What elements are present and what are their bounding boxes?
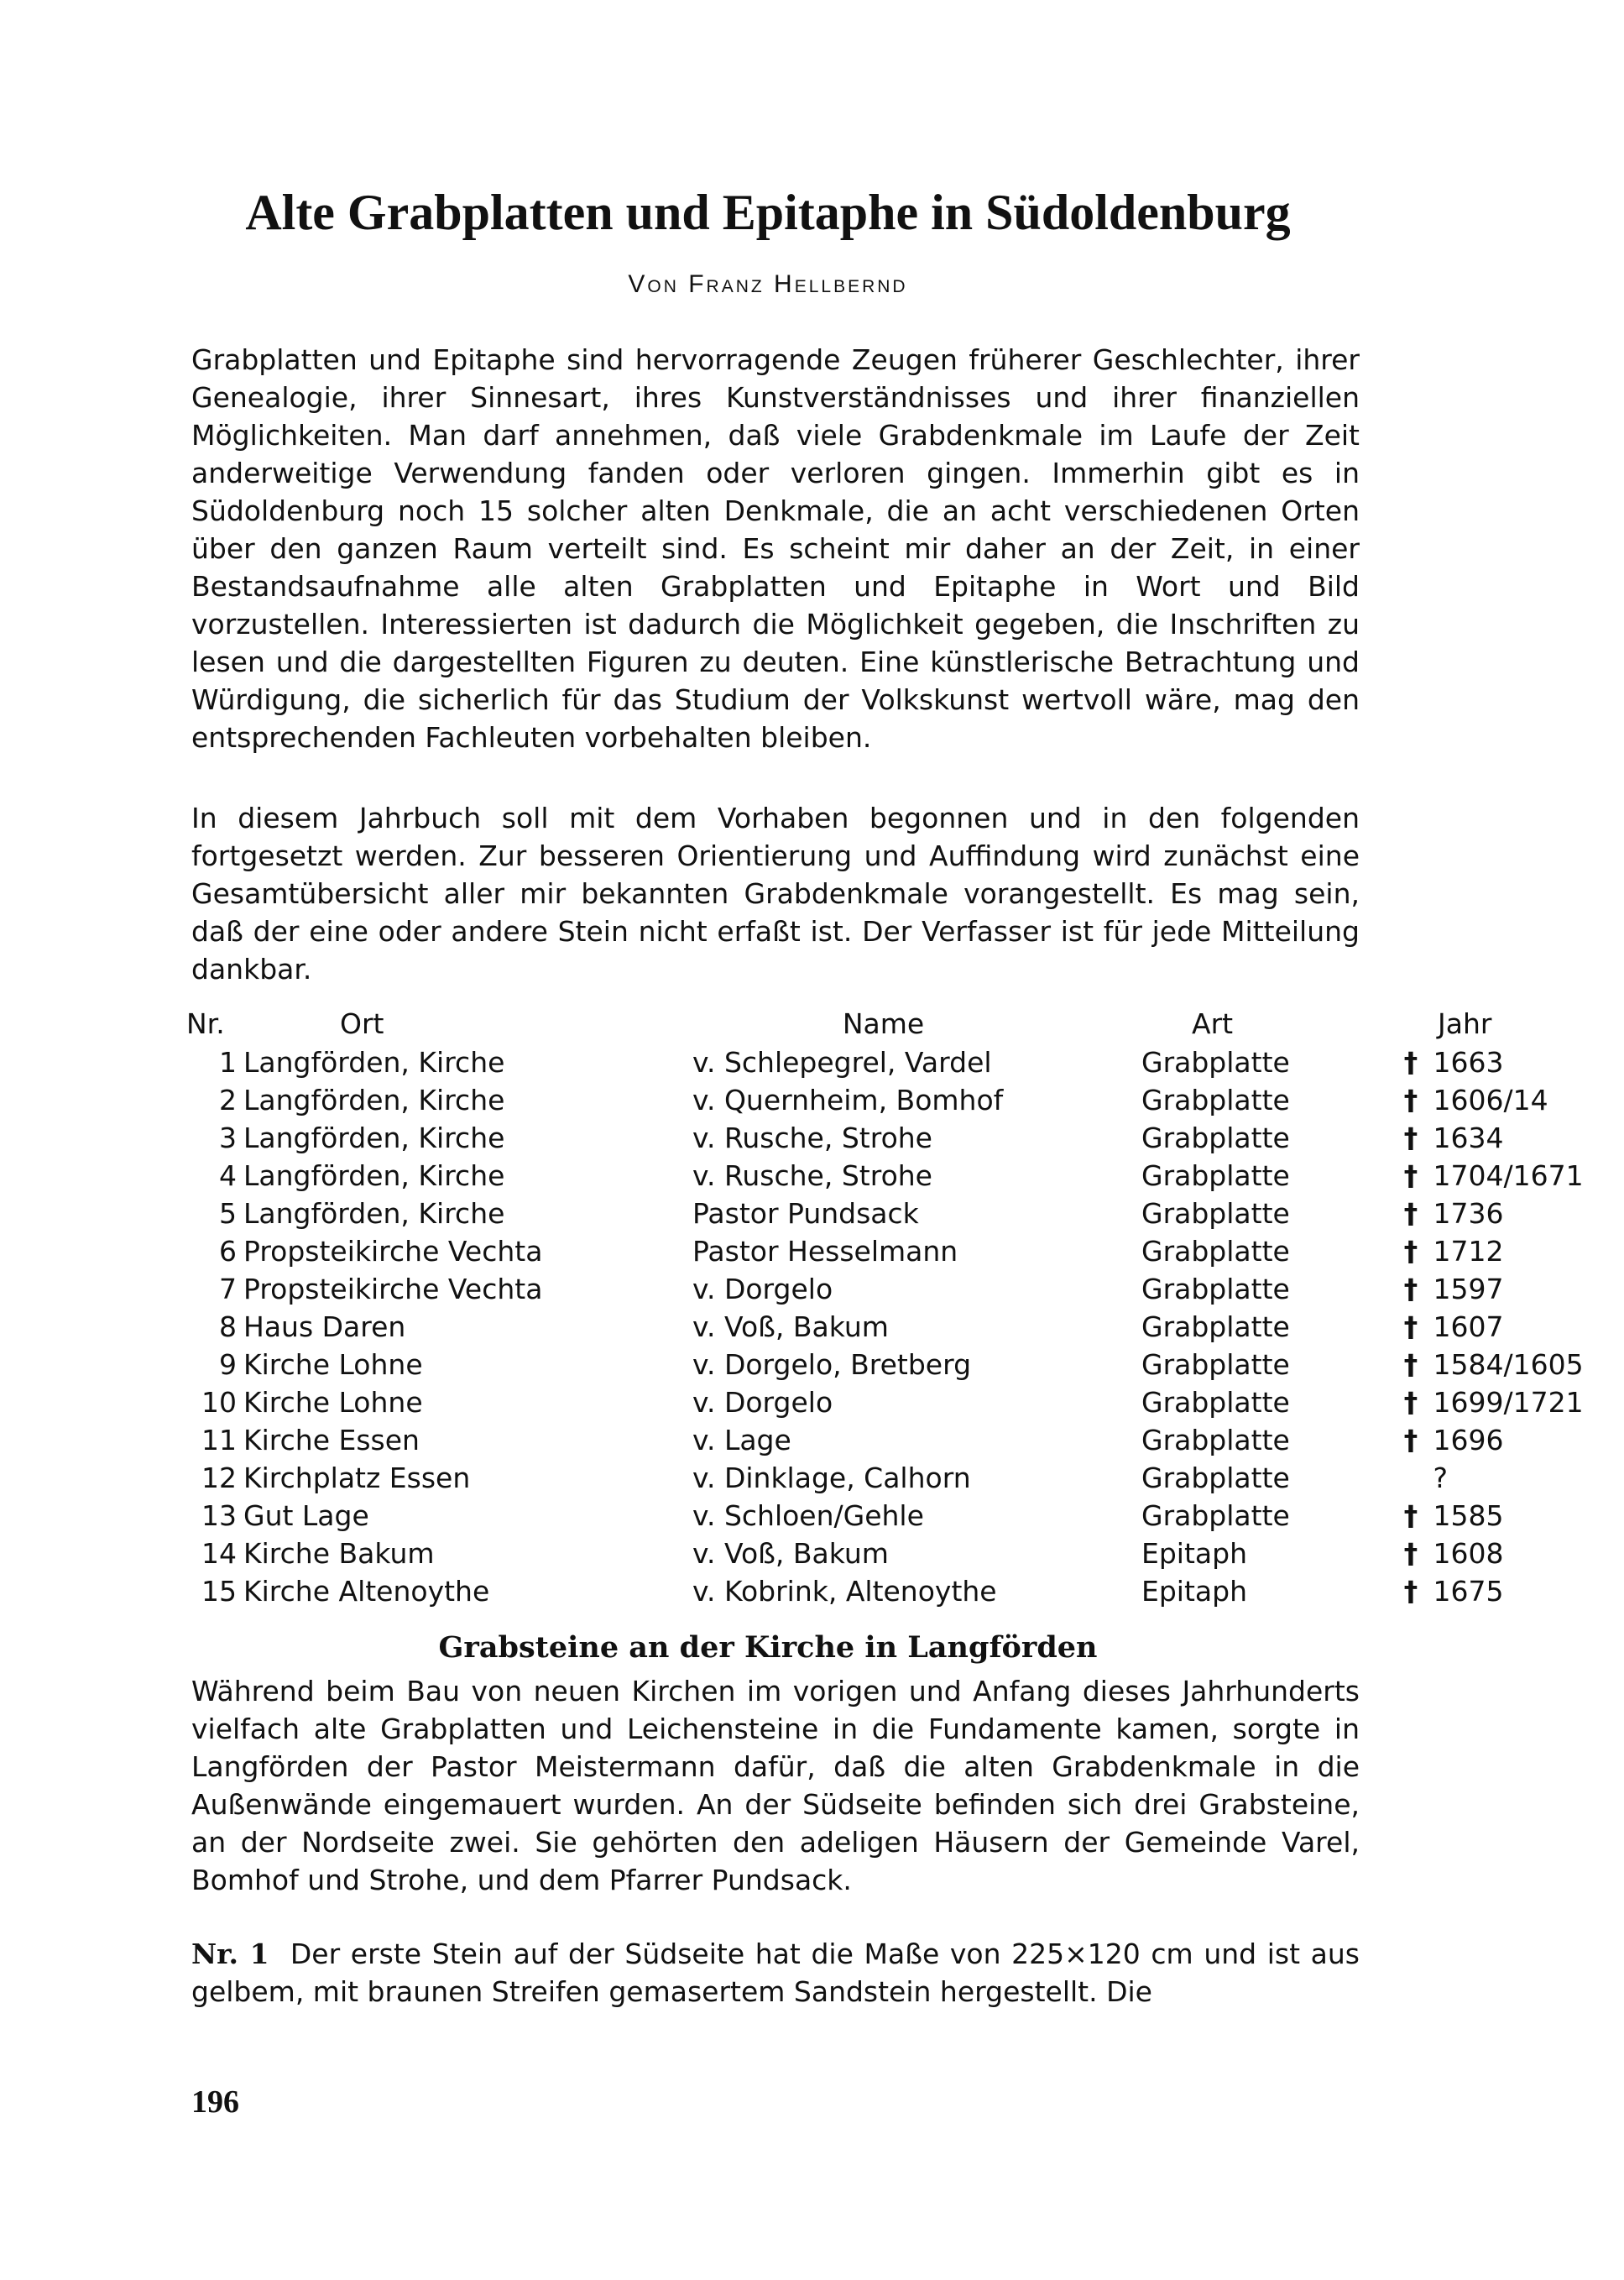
row-art: Grabplatte [1141, 1348, 1290, 1381]
row-ort: Kirchplatz Essen [243, 1462, 471, 1494]
row-year: 1712 [1433, 1235, 1504, 1268]
row-ort: Kirche Lohne [243, 1386, 423, 1419]
row-nr: 13 [201, 1499, 237, 1532]
row-year: ? [1433, 1462, 1449, 1494]
row-name: v. Schloen/Gehle [692, 1499, 924, 1532]
row-art: Grabplatte [1141, 1310, 1290, 1343]
row-nr: 8 [219, 1310, 237, 1343]
row-ort: Langförden, Kirche [243, 1197, 505, 1230]
row-art: Grabplatte [1141, 1424, 1290, 1456]
table-row [186, 1572, 1624, 1610]
row-name: v. Dorgelo, Bretberg [692, 1348, 972, 1381]
row-year: 1606/14 [1433, 1084, 1548, 1116]
death-cross-icon: † [1403, 1310, 1418, 1343]
row-year: 1704/1671 [1433, 1159, 1584, 1192]
row-ort: Kirche Altenoythe [243, 1575, 490, 1608]
gravestone-table [186, 1005, 1624, 1610]
death-cross-icon: † [1403, 1197, 1418, 1230]
row-year: 1699/1721 [1433, 1386, 1584, 1419]
row-name: v. Voß, Bakum [692, 1310, 889, 1343]
row-jahr [1397, 1119, 1624, 1157]
table-row [186, 1081, 1624, 1119]
row-nr: 1 [219, 1046, 237, 1079]
death-cross-icon: † [1403, 1235, 1418, 1268]
death-cross-icon: † [1403, 1122, 1418, 1154]
row-name: v. Rusche, Strohe [692, 1159, 932, 1192]
row-nr: 14 [201, 1537, 237, 1570]
row-art: Grabplatte [1141, 1273, 1290, 1305]
row-nr: 6 [219, 1235, 237, 1268]
row-year: 1634 [1433, 1122, 1504, 1154]
intro-paragraph-1: Grabplatten und Epitaphe sind hervorragende Zeugen früherer Geschlechter, ihrer Genealogie, ihrer Sinnesart, ihres Kunstverständnisses und ihrer finanziellen Möglichkeiten. Man darf annehmen, daß viele Grabdenkmale im Laufe der Zeit anderweitige Verwendung fanden oder verloren gingen. Immerhin gibt es in Südoldenburg noch 15 solcher alten Denkmale, die an acht verschiedenen Orten über den ganzen Raum verteilt sind. Es scheint mir daher an der Zeit, in einer Bestandsaufnahme alle alten Grabplatten und Epitaphe in Wort und Bild vorzustellen. Interessierten ist dadurch die Möglichkeit gegeben, die Inschriften zu lesen und die dargestellten Figuren zu deuten. Eine künstlerische Betrachtung und Würdigung, die sicherlich für das Studium der Volkskunst wertvoll wäre, mag den entsprechenden Fachleuten vorbehalten bleiben. [191, 343, 1360, 754]
row-name: v. Kobrink, Altenoythe [692, 1575, 997, 1608]
row-art: Grabplatte [1141, 1159, 1290, 1192]
death-cross-icon: † [1403, 1084, 1418, 1116]
row-jahr [1397, 1535, 1624, 1572]
row-nr: 9 [219, 1348, 237, 1381]
death-cross-icon: † [1403, 1273, 1418, 1305]
header-name: Name [842, 1007, 925, 1040]
row-nr: 10 [201, 1386, 237, 1419]
table-row [186, 1421, 1624, 1459]
table-row [186, 1270, 1624, 1308]
row-art: Grabplatte [1141, 1084, 1290, 1116]
row-ort: Propsteikirche Vechta [243, 1273, 543, 1305]
row-year: 1736 [1433, 1197, 1504, 1230]
header-jahr: Jahr [1438, 1007, 1492, 1040]
row-nr: 12 [201, 1462, 237, 1494]
row-nr: 2 [219, 1084, 237, 1116]
row-jahr [1397, 1081, 1624, 1119]
row-ort: Propsteikirche Vechta [243, 1235, 543, 1268]
row-jahr [1397, 1043, 1624, 1081]
table-row [186, 1119, 1624, 1157]
intro-paragraph-2: In diesem Jahrbuch soll mit dem Vorhaben begonnen und in den folgenden fortgesetzt werden. Zur besseren Orientierung und Auffindung wird zunächst eine Gesamtübersicht aller mir bekannten Grabdenkmale vorangestellt. Es mag sein, daß der eine oder andere Stein nicht erfaßt ist. Der Verfasser ist für jede Mitteilung dankbar. [191, 802, 1360, 986]
row-ort: Langförden, Kirche [243, 1046, 505, 1079]
row-name: Pastor Pundsack [692, 1197, 919, 1230]
row-year: 1675 [1433, 1575, 1504, 1608]
death-cross-icon: † [1403, 1499, 1418, 1532]
row-year: 1663 [1433, 1046, 1504, 1079]
row-art: Grabplatte [1141, 1235, 1290, 1268]
row-name: v. Rusche, Strohe [692, 1122, 932, 1154]
row-name: v. Voß, Bakum [692, 1537, 889, 1570]
row-name: v. Quernheim, Bomhof [692, 1084, 1004, 1116]
death-cross-icon: † [1403, 1348, 1418, 1381]
row-art: Grabplatte [1141, 1499, 1290, 1532]
row-art: Grabplatte [1141, 1122, 1290, 1154]
row-jahr [1397, 1383, 1624, 1421]
row-year: 1696 [1433, 1424, 1504, 1456]
row-art: Epitaph [1141, 1575, 1247, 1608]
row-year: 1584/1605 [1433, 1348, 1584, 1381]
article-title: Alte Grabplatten und Epitaphe in Südoldenburg [245, 185, 1291, 240]
row-ort: Gut Lage [243, 1499, 369, 1532]
table-row [186, 1535, 1624, 1572]
row-ort: Kirche Essen [243, 1424, 420, 1456]
section-heading: Grabsteine an der Kirche in Langförden [438, 1630, 1098, 1665]
nr1-label: Nr. 1 [191, 1937, 269, 1970]
row-jahr [1397, 1346, 1624, 1383]
nr1-text: Der erste Stein auf der Südseite hat die Maße von 225×120 cm und ist aus gelbem, mit braunen Streifen gemasertem Sandstein hergestellt. Die [191, 1937, 1360, 2008]
death-cross-icon: † [1403, 1537, 1418, 1570]
row-nr: 15 [201, 1575, 237, 1608]
row-ort: Langförden, Kirche [243, 1084, 505, 1116]
row-year: 1607 [1433, 1310, 1504, 1343]
row-ort: Langförden, Kirche [243, 1122, 505, 1154]
row-art: Grabplatte [1141, 1386, 1290, 1419]
row-nr: 3 [219, 1122, 237, 1154]
row-ort: Langförden, Kirche [243, 1159, 505, 1192]
row-jahr [1397, 1157, 1624, 1195]
row-jahr [1397, 1232, 1624, 1270]
row-year: 1585 [1433, 1499, 1504, 1532]
row-name: v. Dorgelo [692, 1386, 833, 1419]
row-jahr [1397, 1270, 1624, 1308]
row-ort: Kirche Bakum [243, 1537, 435, 1570]
row-jahr [1397, 1497, 1624, 1535]
table-row [186, 1043, 1624, 1081]
row-jahr [1397, 1572, 1624, 1610]
article-author: Von Franz Hellbernd [628, 270, 908, 298]
row-ort: Kirche Lohne [243, 1348, 423, 1381]
row-nr: 11 [201, 1424, 237, 1456]
death-cross-icon: † [1403, 1159, 1418, 1192]
row-name: v. Schlepegrel, Vardel [692, 1046, 992, 1079]
row-name: v. Dorgelo [692, 1273, 833, 1305]
row-jahr [1397, 1421, 1624, 1459]
row-art: Epitaph [1141, 1537, 1247, 1570]
table-row [186, 1383, 1624, 1421]
row-year: 1608 [1433, 1537, 1504, 1570]
row-nr: 4 [219, 1159, 237, 1192]
row-nr: 7 [219, 1273, 237, 1305]
row-art: Grabplatte [1141, 1046, 1290, 1079]
death-cross-icon: † [1403, 1424, 1418, 1456]
row-art: Grabplatte [1141, 1197, 1290, 1230]
page-number: 196 [191, 2084, 239, 2120]
row-name: Pastor Hesselmann [692, 1235, 958, 1268]
table-row [186, 1308, 1624, 1346]
row-jahr [1397, 1195, 1624, 1232]
nr1-paragraph [191, 1935, 1360, 2011]
header-ort: Ort [340, 1007, 384, 1040]
table-body [186, 1043, 1624, 1610]
row-name: v. Dinklage, Calhorn [692, 1462, 971, 1494]
row-name: v. Lage [692, 1424, 791, 1456]
section-paragraph: Während beim Bau von neuen Kirchen im vorigen und Anfang dieses Jahrhunderts vielfach alte Grabplatten und Leichensteine in die Fundamente kamen, sorgte in Langförden der Pastor Meistermann dafür, daß die alten Grabdenkmale in die Außenwände eingemauert wurden. An der Südseite befinden sich drei Grabsteine, an der Nordseite zwei. Sie gehörten den adeligen Häusern der Gemeinde Varel, Bomhof und Strohe, und dem Pfarrer Pundsack. [191, 1675, 1360, 1896]
table-row [186, 1459, 1624, 1497]
table-row [186, 1157, 1624, 1195]
row-nr: 5 [219, 1197, 237, 1230]
row-art: Grabplatte [1141, 1462, 1290, 1494]
death-cross-icon: † [1403, 1046, 1418, 1079]
table-row [186, 1195, 1624, 1232]
table-row [186, 1232, 1624, 1270]
row-year: 1597 [1433, 1273, 1504, 1305]
header-nr: Nr. [186, 1007, 225, 1040]
table-header-row [186, 1005, 1624, 1043]
row-jahr [1397, 1308, 1624, 1346]
table-row [186, 1497, 1624, 1535]
death-cross-icon: † [1403, 1575, 1418, 1608]
death-cross-icon: † [1403, 1386, 1418, 1419]
table-row [186, 1346, 1624, 1383]
row-ort: Haus Daren [243, 1310, 406, 1343]
table-header [186, 1005, 1624, 1043]
row-jahr [1397, 1459, 1624, 1497]
header-art: Art [1192, 1007, 1234, 1040]
